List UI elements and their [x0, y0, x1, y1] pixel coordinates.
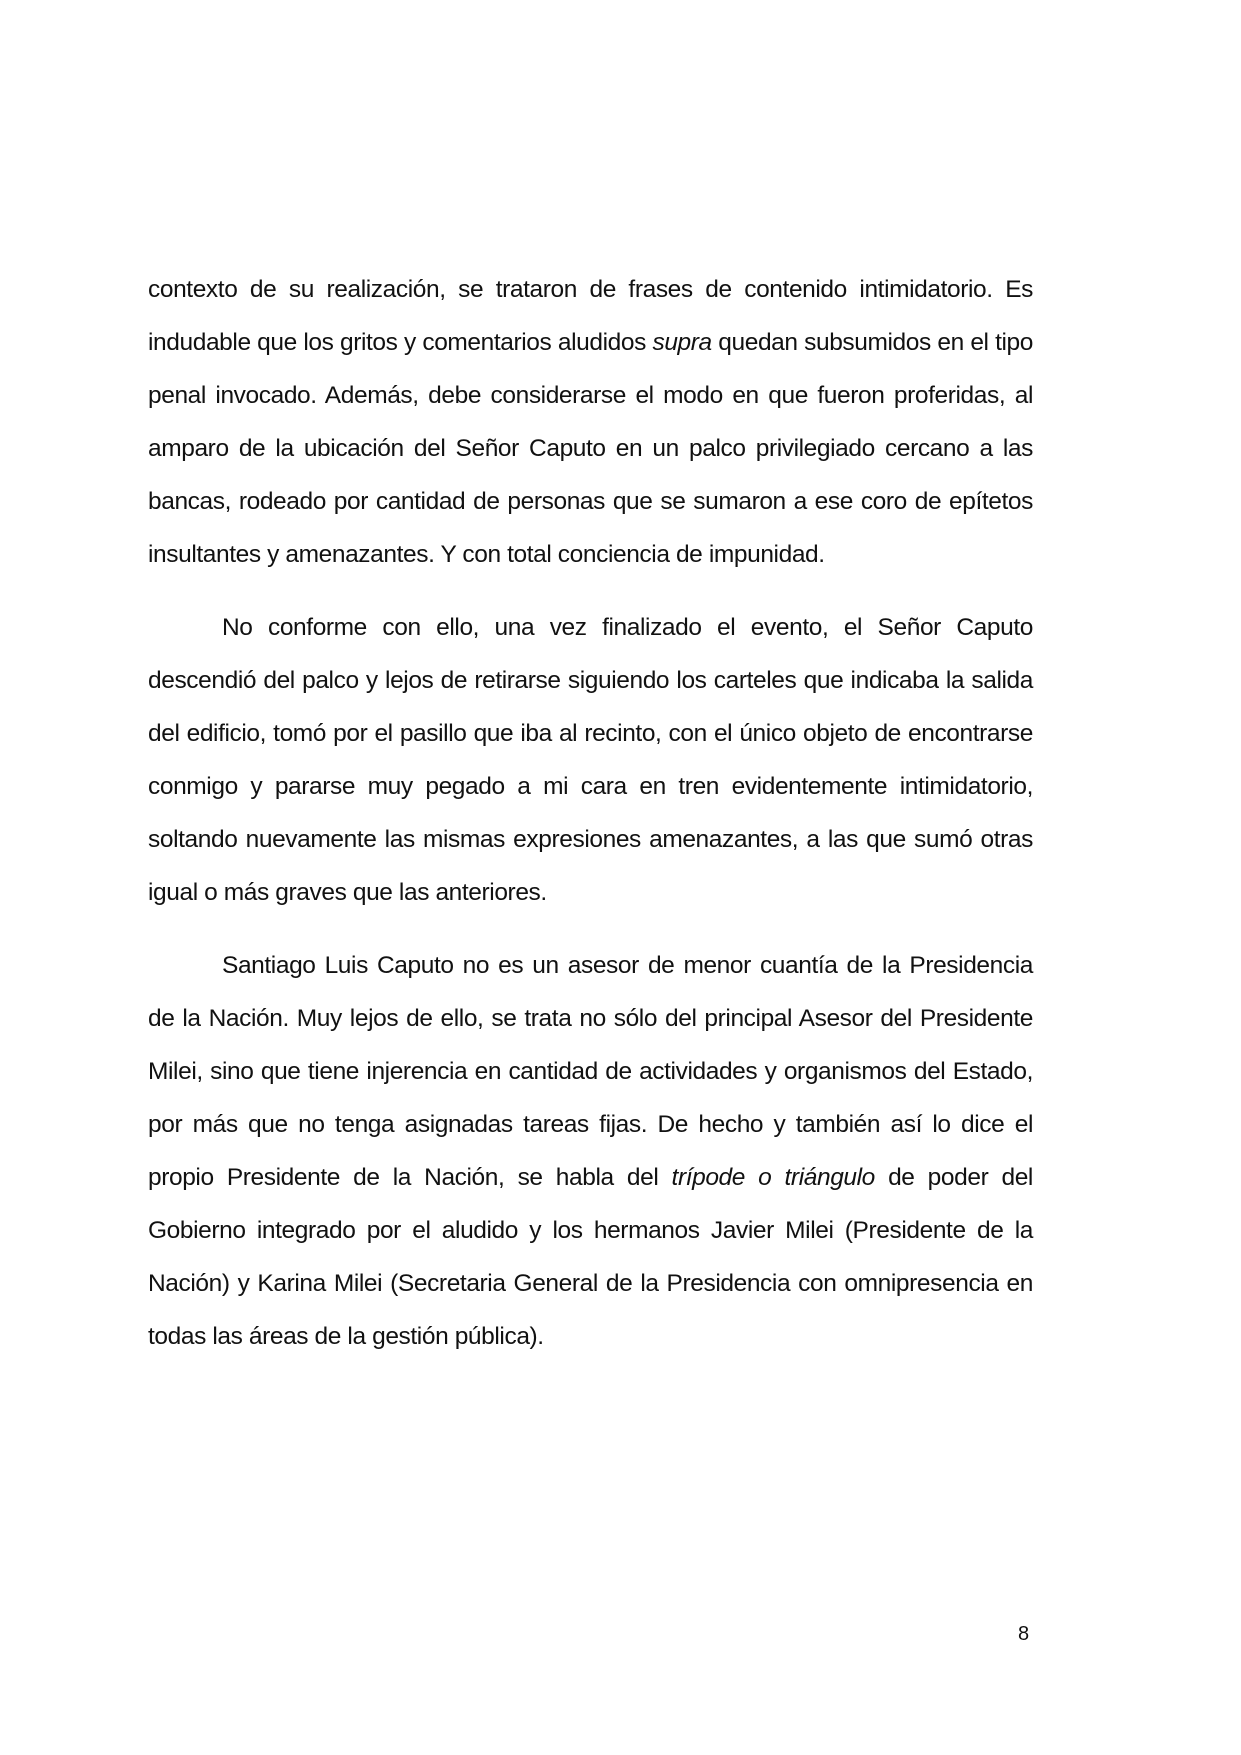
paragraph-1-text-1: contexto de su realización, se trataron de frases de contenido intimidatorio. Es indudable que los gritos y comentarios aludidos [148, 276, 1033, 356]
paragraph-1-italic-supra: supra [652, 329, 712, 356]
paragraph-3-text-1: Santiago Luis Caputo no es un asesor de menor cuantía de la Presidencia de la Nación. Muy lejos de ello, se trata no sólo del principal Asesor del Presidente Milei, sino que tiene injerencia en cantidad de actividades y organismos del Estado, por más que no tenga asignadas tareas fijas. De hecho y también así lo dice el propio Presidente de la Nación, se habla del [148, 952, 1033, 1191]
paragraph-3-italic-tripode: trípode o triángulo [671, 1164, 875, 1191]
paragraph-2-text-1: No conforme con ello, una vez finalizado el evento, el Señor Caputo descendió del palco y lejos de retirarse siguiendo los carteles que indicaba la salida del edificio, tomó por el pasillo que iba al recinto, con el único objeto de encontrarse conmigo y pararse muy pegado a mi cara en tren evidentemente intimidatorio, soltando nuevamente las mismas expresiones amenazantes, a las que sumó otras igual o más graves que las anteriores. [148, 614, 1033, 906]
paragraph-3 [148, 939, 1033, 1363]
paragraph-1-text-2: quedan subsumidos en el tipo penal invocado. Además, debe considerarse el modo en que fueron proferidas, al amparo de la ubicación del Señor Caputo en un palco privilegiado cercano a las bancas, rodeado por cantidad de personas que se sumaron a ese coro de epítetos insultantes y amenazantes. Y con total conciencia de impunidad. [148, 329, 1033, 568]
body-text [148, 263, 1033, 1383]
paragraph-3-text-2: de poder del Gobierno integrado por el aludido y los hermanos Javier Milei (Presidente de la Nación) y Karina Milei (Secretaria General de la Presidencia con omnipresencia en todas las áreas de la gestión pública). [148, 1164, 1033, 1350]
paragraph-2 [148, 601, 1033, 919]
page-number: 8 [1018, 1623, 1030, 1645]
paragraph-1 [148, 263, 1033, 581]
